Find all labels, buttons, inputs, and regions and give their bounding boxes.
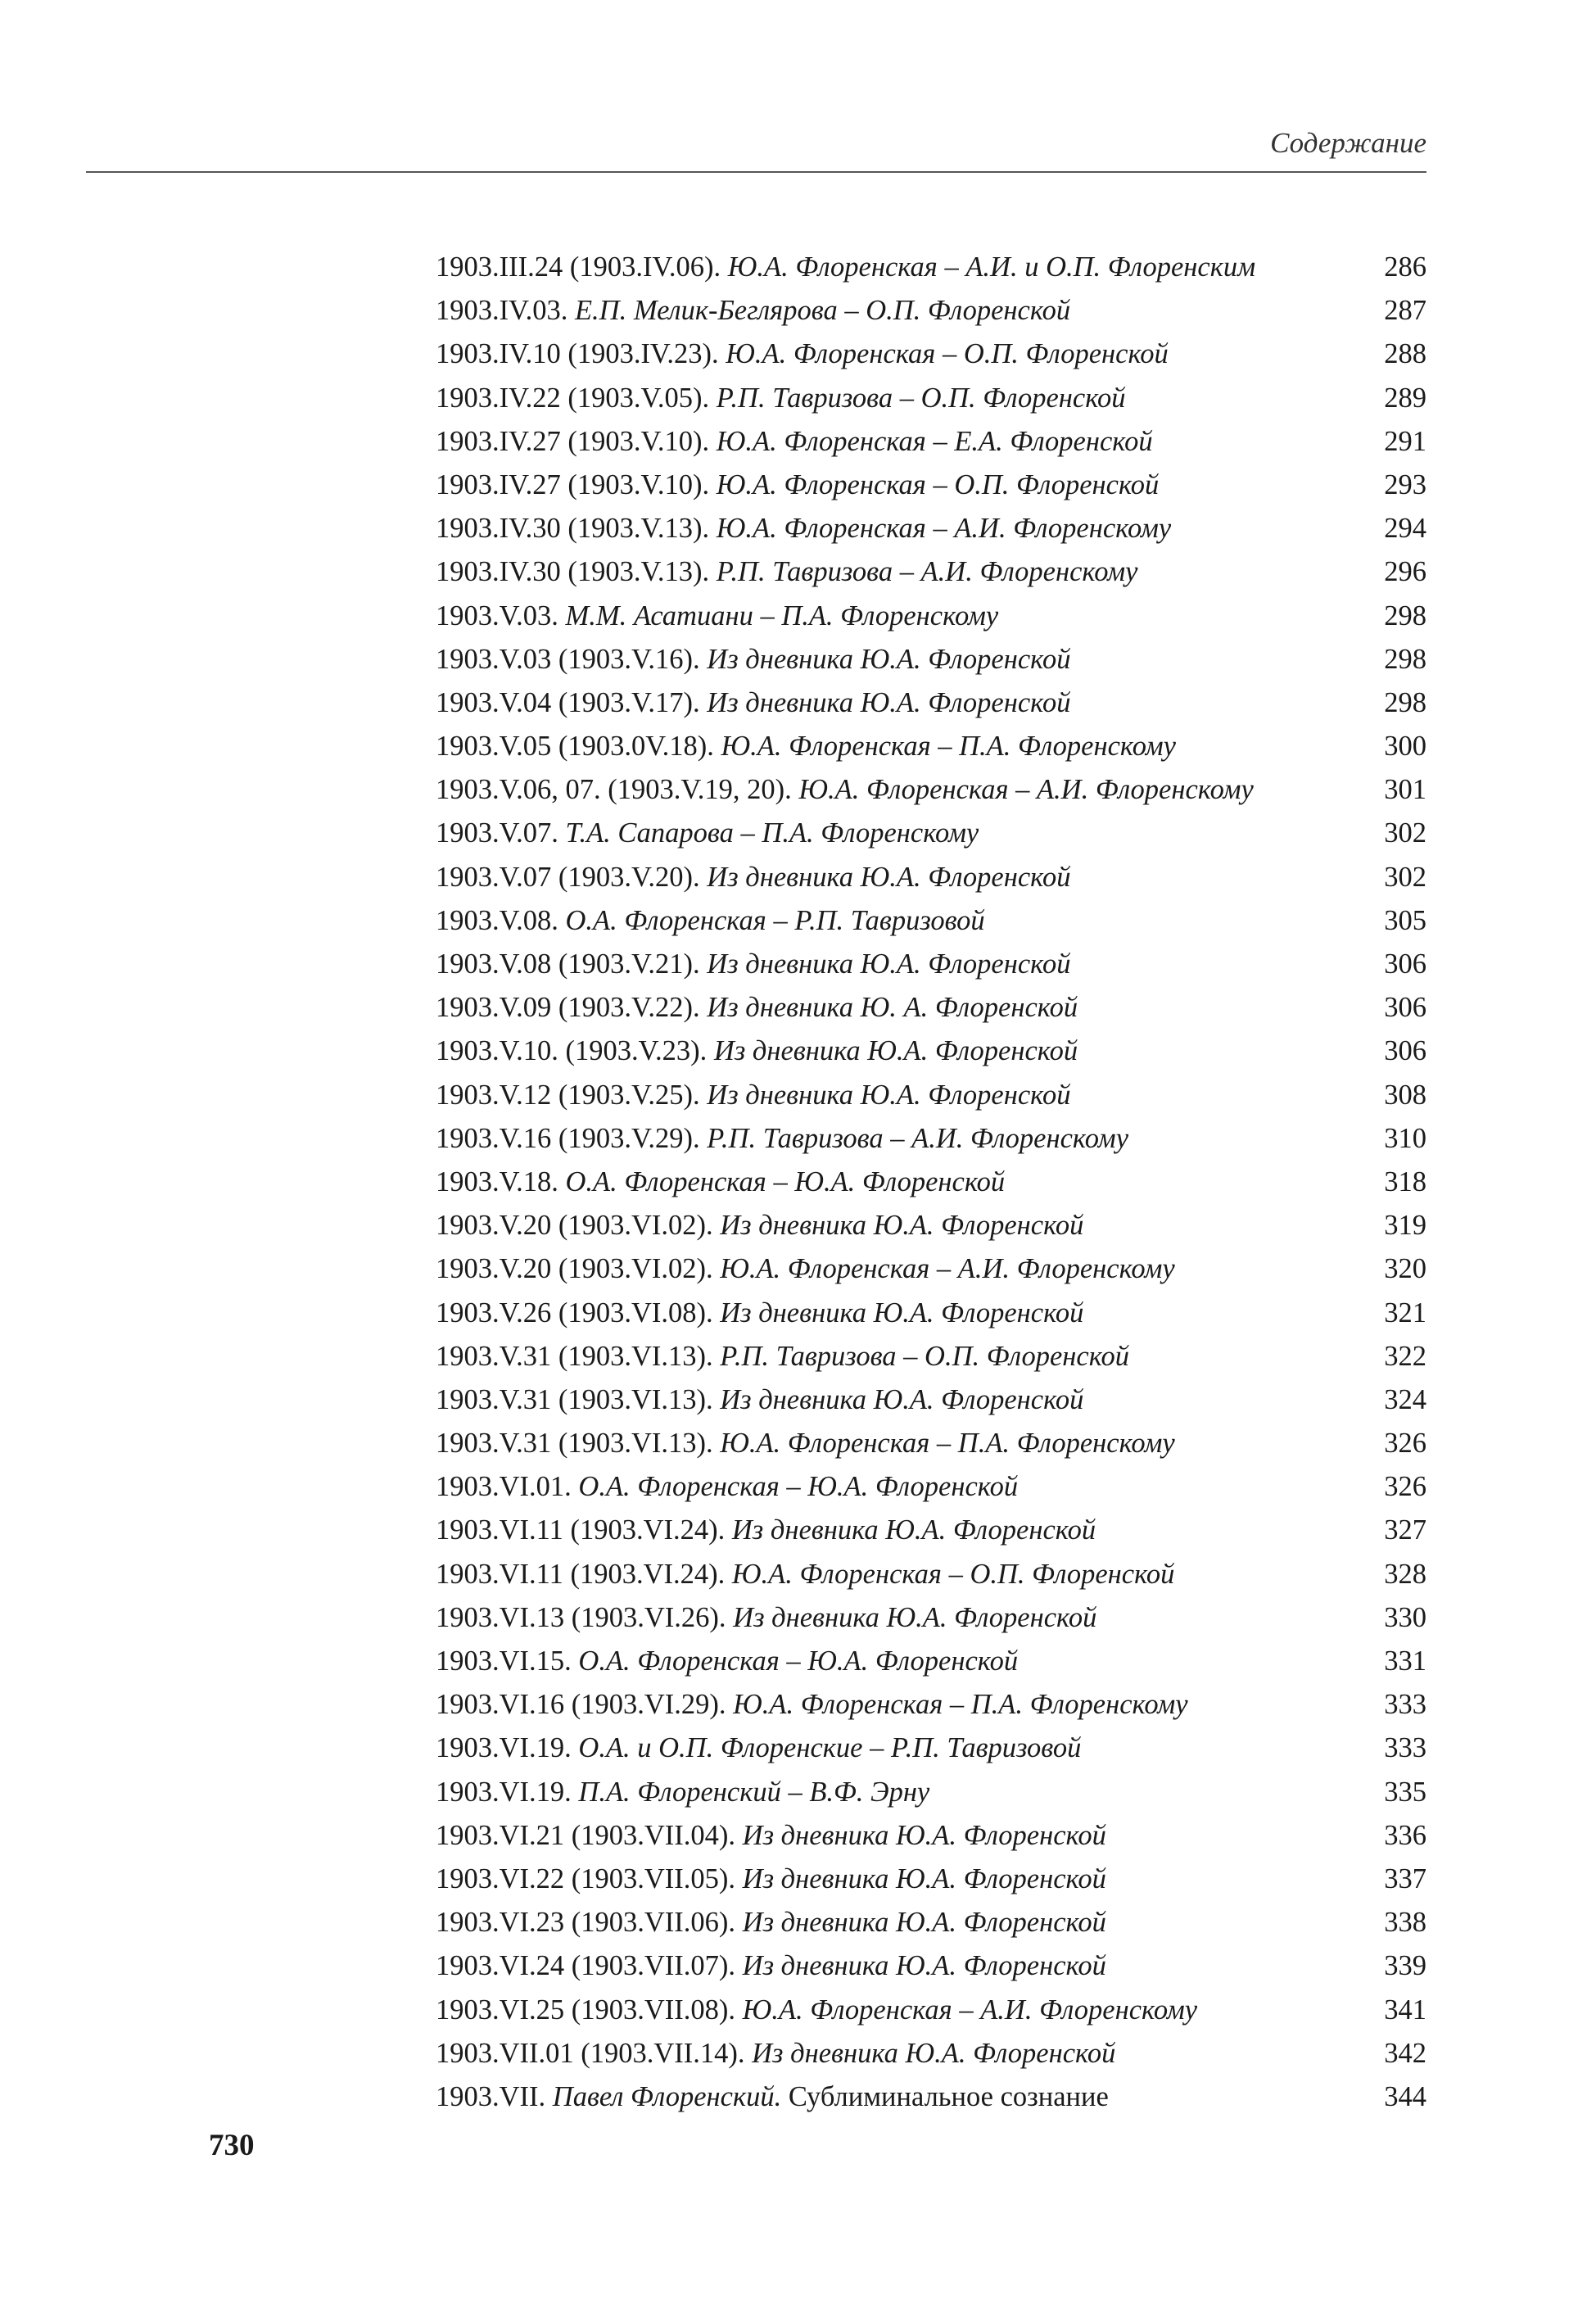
toc-entry-text (436, 1944, 1106, 1988)
toc-entry-date: 1903.VI.24 (1903.VII.07). (436, 1950, 736, 1982)
toc-entry-page-number: 287 (1384, 295, 1426, 327)
toc-entry-description: Ю.А. Флоренская – Е.А. Флоренской (716, 425, 1153, 457)
toc-entry-page-number: 306 (1384, 992, 1426, 1024)
toc-entry-text (436, 1727, 1081, 1770)
toc-entry (436, 289, 1426, 333)
toc-entry-title: Сублиминальное сознание (788, 2080, 1109, 2112)
toc-entry-description: Ю.А. Флоренская – П.А. Флоренскому (721, 731, 1176, 763)
toc-entry-description: Из дневника Ю.А. Флоренской (752, 2037, 1116, 2069)
toc-entry-date: 1903.IV.27 (1903.V.10). (436, 468, 710, 500)
toc-entry-text (436, 1553, 1174, 1596)
toc-entry-page-number: 306 (1384, 948, 1426, 980)
toc-entry-text (436, 507, 1171, 550)
toc-entry-text (436, 725, 1176, 768)
toc-entry-date: 1903.VI.15. (436, 1645, 572, 1677)
toc-entry-date: 1903.V.04 (1903.V.17). (436, 686, 700, 718)
toc-entry (436, 899, 1426, 943)
toc-entry-date: 1903.V.08. (436, 904, 558, 936)
toc-entry-text (436, 1422, 1175, 1465)
toc-entry-description: Из дневника Ю.А. Флоренской (720, 1210, 1084, 1242)
toc-entry (436, 246, 1426, 289)
toc-entry (436, 595, 1426, 638)
toc-entry-date: 1903.V.08 (1903.V.21). (436, 948, 700, 980)
toc-entry-description: Павел Флоренский. (552, 2080, 782, 2112)
toc-entry-description: Р.П. Тавризова – А.И. Флоренскому (707, 1122, 1129, 1154)
toc-entry-page-number: 293 (1384, 468, 1426, 500)
toc-entry-date: 1903.VI.19. (436, 1732, 572, 1764)
toc-entry-description: Ю.А. Флоренская – О.П. Флоренской (726, 338, 1169, 370)
toc-entry (436, 1378, 1426, 1422)
toc-entry-page-number: 324 (1384, 1383, 1426, 1415)
toc-entry-page-number: 296 (1384, 556, 1426, 588)
toc-entry-date: 1903.VI.19. (436, 1776, 572, 1808)
toc-entry-text (436, 1378, 1083, 1422)
toc-entry-date: 1903.VI.01. (436, 1471, 572, 1503)
toc-entry-page-number: 298 (1384, 643, 1426, 675)
toc-entry-description: Из дневника Ю.А. Флоренской (707, 1079, 1071, 1111)
toc-entry-page-number: 338 (1384, 1907, 1426, 1939)
toc-entry-date: 1903.IV.30 (1903.V.13). (436, 556, 710, 588)
toc-entry (436, 1422, 1426, 1465)
toc-entry-text (436, 1117, 1128, 1161)
toc-entry-description: О.А. Флоренская – Ю.А. Флоренской (565, 1166, 1006, 1197)
toc-entry-date: 1903.IV.10 (1903.IV.23). (436, 338, 719, 370)
toc-entry-description: Из дневника Ю. А. Флоренской (707, 992, 1078, 1024)
toc-entry-text (436, 1596, 1096, 1640)
running-head-title: Содержание (1270, 127, 1426, 159)
toc-entry-page-number: 306 (1384, 1035, 1426, 1067)
toc-entry-text (436, 1858, 1106, 1901)
toc-entry-text (436, 464, 1159, 507)
toc-entry-description: Т.А. Сапарова – П.А. Флоренскому (565, 817, 979, 849)
toc-entry-description: Ю.А. Флоренская – П.А. Флоренскому (720, 1428, 1175, 1460)
toc-entry-page-number: 330 (1384, 1601, 1426, 1633)
toc-entry-text (436, 681, 1070, 725)
toc-entry-page-number: 294 (1384, 513, 1426, 545)
toc-entry-date: 1903.V.12 (1903.V.25). (436, 1079, 700, 1111)
toc-entry (436, 1074, 1426, 1117)
toc-entry (436, 1858, 1426, 1901)
toc-entry-page-number: 326 (1384, 1428, 1426, 1460)
toc-entry-text (436, 986, 1078, 1030)
toc-entry-description: Ю.А. Флоренская – А.И. Флоренскому (716, 513, 1172, 545)
toc-entry-description: Ю.А. Флоренская – О.П. Флоренской (731, 1558, 1175, 1590)
toc-entry-date: 1903.V.26 (1903.VI.08). (436, 1297, 713, 1328)
toc-entry-date: 1903.V.10. (1903.V.23). (436, 1035, 708, 1067)
toc-entry-text (436, 246, 1255, 289)
toc-entry (436, 1161, 1426, 1204)
toc-entry (436, 1335, 1426, 1378)
toc-entry-description: Из дневника Ю.А. Флоренской (742, 1950, 1106, 1982)
toc-entry-description: Из дневника Ю.А. Флоренской (731, 1514, 1096, 1546)
toc-entry-text (436, 1640, 1018, 1683)
toc-entry-date: 1903.V.03 (1903.V.16). (436, 643, 700, 675)
toc-entry (436, 1030, 1426, 1073)
toc-entry-text (436, 1030, 1078, 1073)
toc-entry (436, 1727, 1426, 1770)
toc-entry-text (436, 812, 979, 855)
toc-entry-page-number: 289 (1384, 382, 1426, 414)
toc-entry (436, 377, 1426, 420)
toc-entry-description: Р.П. Тавризова – О.П. Флоренской (716, 382, 1126, 414)
toc-entry-date: 1903.III.24 (1903.IV.06). (436, 251, 721, 283)
toc-entry-text (436, 289, 1070, 333)
toc-entry-text (436, 1204, 1083, 1247)
toc-entry (436, 1989, 1426, 2032)
toc-entry-page-number: 302 (1384, 861, 1426, 893)
toc-entry-description: Ю.А. Флоренская – А.И. Флоренскому (798, 774, 1254, 806)
toc-entry-date: 1903.VI.16 (1903.VI.29). (436, 1689, 726, 1721)
toc-entry-description: М.М. Асатиани – П.А. Флоренскому (565, 600, 999, 631)
toc-entry-date: 1903.V.18. (436, 1166, 558, 1197)
table-of-contents (436, 246, 1426, 2119)
toc-entry (436, 812, 1426, 855)
toc-entry (436, 550, 1426, 594)
toc-entry-description: П.А. Флоренский – В.Ф. Эрну (578, 1776, 930, 1808)
toc-entry (436, 1465, 1426, 1509)
toc-entry-text (436, 420, 1153, 464)
toc-entry-description: Из дневника Ю.А. Флоренской (733, 1601, 1097, 1633)
toc-entry (436, 1509, 1426, 1552)
toc-entry-date: 1903.VI.25 (1903.VII.08). (436, 1994, 736, 2026)
toc-entry-page-number: 337 (1384, 1863, 1426, 1894)
toc-entry-text (436, 1465, 1018, 1509)
toc-entry-description: О.А. Флоренская – Р.П. Тавризовой (565, 904, 985, 936)
toc-entry-page-number: 339 (1384, 1950, 1426, 1982)
toc-entry (436, 681, 1426, 725)
toc-entry-text (436, 1814, 1106, 1858)
toc-entry-date: 1903.V.07. (436, 817, 558, 849)
toc-entry-page-number: 342 (1384, 2037, 1426, 2069)
toc-entry-date: 1903.VI.21 (1903.VII.04). (436, 1819, 736, 1851)
toc-entry (436, 1596, 1426, 1640)
toc-entry-page-number: 320 (1384, 1253, 1426, 1285)
toc-entry-text (436, 2032, 1115, 2075)
toc-entry-date: 1903.VI.11 (1903.VI.24). (436, 1514, 726, 1546)
toc-entry-text (436, 1683, 1188, 1727)
toc-entry-date: 1903.V.31 (1903.VI.13). (436, 1383, 713, 1415)
toc-entry-text (436, 333, 1169, 376)
toc-entry-description: Из дневника Ю.А. Флоренской (720, 1297, 1084, 1328)
toc-entry-text (436, 768, 1254, 812)
toc-entry (436, 1814, 1426, 1858)
toc-entry-description: Ю.А. Флоренская – П.А. Флоренскому (733, 1689, 1188, 1721)
toc-entry-page-number: 331 (1384, 1645, 1426, 1677)
toc-entry-page-number: 321 (1384, 1297, 1426, 1328)
toc-entry (436, 1640, 1426, 1683)
toc-entry-page-number: 288 (1384, 338, 1426, 370)
toc-entry-description: Ю.А. Флоренская – А.И. Флоренскому (720, 1253, 1175, 1285)
toc-entry-text (436, 943, 1070, 986)
toc-entry-text (436, 1247, 1175, 1291)
toc-entry (436, 725, 1426, 768)
toc-entry-date: 1903.V.09 (1903.V.22). (436, 992, 700, 1024)
toc-entry-page-number: 344 (1384, 2080, 1426, 2112)
toc-entry-description: Ю.А. Флоренская – А.И. и О.П. Флоренским (727, 251, 1256, 283)
toc-entry-date: 1903.IV.27 (1903.V.10). (436, 425, 710, 457)
toc-entry-text (436, 1901, 1106, 1944)
toc-entry-text (436, 1074, 1070, 1117)
toc-entry (436, 1944, 1426, 1988)
toc-entry-description: Из дневника Ю.А. Флоренской (720, 1383, 1084, 1415)
toc-entry-date: 1903.IV.03. (436, 295, 568, 327)
toc-entry (436, 768, 1426, 812)
toc-entry-description: Р.П. Тавризова – О.П. Флоренской (720, 1340, 1130, 1372)
toc-entry-date: 1903.VII.01 (1903.VII.14). (436, 2037, 745, 2069)
toc-entry-date: 1903.VI.22 (1903.VII.05). (436, 1863, 736, 1894)
toc-entry-date: 1903.V.31 (1903.VI.13). (436, 1340, 713, 1372)
toc-entry-description: О.А. Флоренская – Ю.А. Флоренской (578, 1645, 1019, 1677)
toc-entry-date: 1903.V.07 (1903.V.20). (436, 861, 700, 893)
toc-entry-description: Из дневника Ю.А. Флоренской (707, 686, 1071, 718)
toc-entry-date: 1903.VII. (436, 2080, 546, 2112)
toc-entry-text (436, 2075, 1109, 2119)
toc-entry-date: 1903.V.20 (1903.VI.02). (436, 1210, 713, 1242)
toc-entry-page-number: 301 (1384, 774, 1426, 806)
toc-entry-description: Из дневника Ю.А. Флоренской (742, 1863, 1106, 1894)
toc-entry-date: 1903.IV.30 (1903.V.13). (436, 513, 710, 545)
toc-entry-description: Е.П. Мелик-Беглярова – О.П. Флоренской (574, 295, 1071, 327)
toc-entry-description: Из дневника Ю.А. Флоренской (742, 1819, 1106, 1851)
toc-entry (436, 420, 1426, 464)
toc-entry (436, 1247, 1426, 1291)
toc-entry (436, 2075, 1426, 2119)
toc-entry-date: 1903.VI.23 (1903.VII.06). (436, 1907, 736, 1939)
toc-entry-description: О.А. и О.П. Флоренские – Р.П. Тавризовой (578, 1732, 1082, 1764)
toc-entry (436, 507, 1426, 550)
toc-entry-description: Ю.А. Флоренская – О.П. Флоренской (716, 468, 1160, 500)
toc-entry-text (436, 1292, 1083, 1335)
toc-entry-page-number: 308 (1384, 1079, 1426, 1111)
toc-entry-date: 1903.VI.13 (1903.VI.26). (436, 1601, 726, 1633)
toc-entry (436, 1117, 1426, 1161)
toc-entry-text (436, 1989, 1197, 2032)
toc-entry (436, 464, 1426, 507)
toc-entry-date: 1903.V.16 (1903.V.29). (436, 1122, 700, 1154)
toc-entry-page-number: 291 (1384, 425, 1426, 457)
toc-entry-description: О.А. Флоренская – Ю.А. Флоренской (578, 1471, 1019, 1503)
toc-entry (436, 1771, 1426, 1814)
toc-entry-text (436, 899, 985, 943)
toc-entry-text (436, 1161, 1005, 1204)
toc-entry-date: 1903.V.06, 07. (1903.V.19, 20). (436, 774, 792, 806)
toc-entry-text (436, 377, 1126, 420)
toc-entry (436, 856, 1426, 899)
toc-entry-text (436, 638, 1070, 681)
toc-entry-text (436, 550, 1138, 594)
toc-entry-date: 1903.IV.22 (1903.V.05). (436, 382, 710, 414)
toc-entry-description: Ю.А. Флоренская – А.И. Флоренскому (742, 1994, 1198, 2026)
toc-entry-page-number: 300 (1384, 731, 1426, 763)
toc-entry-description: Из дневника Ю.А. Флоренской (707, 643, 1071, 675)
toc-entry-page-number: 298 (1384, 600, 1426, 631)
toc-entry-page-number: 310 (1384, 1122, 1426, 1154)
toc-entry (436, 1901, 1426, 1944)
toc-entry-page-number: 305 (1384, 904, 1426, 936)
toc-entry-description: Из дневника Ю.А. Флоренской (707, 948, 1071, 980)
toc-entry-page-number: 333 (1384, 1732, 1426, 1764)
page-number: 730 (209, 2129, 255, 2162)
toc-entry-page-number: 318 (1384, 1166, 1426, 1197)
toc-entry-text (436, 1335, 1129, 1378)
toc-entry-date: 1903.V.05 (1903.0V.18). (436, 731, 714, 763)
toc-entry (436, 2032, 1426, 2075)
toc-entry (436, 1683, 1426, 1727)
toc-entry-description: Из дневника Ю.А. Флоренской (707, 861, 1071, 893)
toc-entry-page-number: 319 (1384, 1210, 1426, 1242)
header-rule (86, 171, 1426, 173)
toc-entry (436, 638, 1426, 681)
toc-entry-page-number: 333 (1384, 1689, 1426, 1721)
toc-entry-date: 1903.V.31 (1903.VI.13). (436, 1428, 713, 1460)
toc-entry-page-number: 302 (1384, 817, 1426, 849)
toc-entry-description: Р.П. Тавризова – А.И. Флоренскому (716, 556, 1138, 588)
toc-entry-page-number: 336 (1384, 1819, 1426, 1851)
toc-entry (436, 986, 1426, 1030)
toc-entry-date: 1903.V.03. (436, 600, 558, 631)
toc-entry-page-number: 341 (1384, 1994, 1426, 2026)
toc-entry-description: Из дневника Ю.А. Флоренской (713, 1035, 1078, 1067)
toc-entry-text (436, 856, 1070, 899)
toc-entry-text (436, 595, 998, 638)
toc-entry-page-number: 286 (1384, 251, 1426, 283)
toc-entry-page-number: 335 (1384, 1776, 1426, 1808)
toc-entry-page-number: 298 (1384, 686, 1426, 718)
toc-entry (436, 1292, 1426, 1335)
toc-entry-page-number: 322 (1384, 1340, 1426, 1372)
toc-entry-text (436, 1509, 1096, 1552)
toc-entry-date: 1903.V.20 (1903.VI.02). (436, 1253, 713, 1285)
toc-entry-description: Из дневника Ю.А. Флоренской (742, 1907, 1106, 1939)
toc-entry (436, 1204, 1426, 1247)
toc-entry-text (436, 1771, 929, 1814)
toc-entry-date: 1903.VI.11 (1903.VI.24). (436, 1558, 726, 1590)
toc-entry-page-number: 326 (1384, 1471, 1426, 1503)
toc-entry (436, 333, 1426, 376)
toc-entry-page-number: 328 (1384, 1558, 1426, 1590)
toc-entry (436, 943, 1426, 986)
toc-entry-page-number: 327 (1384, 1514, 1426, 1546)
toc-entry (436, 1553, 1426, 1596)
